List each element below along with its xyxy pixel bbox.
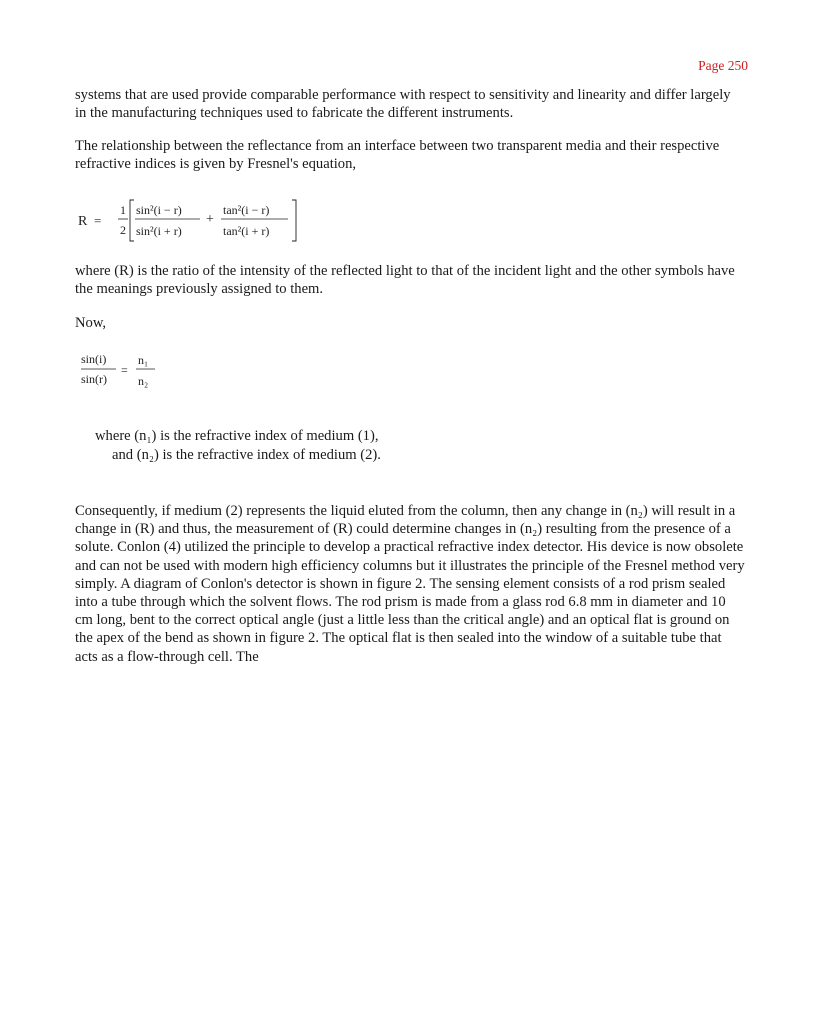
where-line-n2-prefix: and (n₂) — [112, 447, 159, 463]
snell-den-left: sin(r) — [81, 372, 107, 386]
paragraph-now: Now, — [75, 315, 107, 331]
paragraph-intro: systems that are used provide comparable performance with respect to sensitivity and linearity and differ largely in the manufacturing techniques used to fabricate the different instruments. — [75, 87, 731, 122]
snell-den-right: n₂ — [138, 374, 149, 388]
paragraph-where-r: where (R) is the ratio of the intensity of the reflected light to that of the incident light and the other symbols have the meanings previously assigned to them. — [75, 263, 735, 298]
paragraph-fresnel-intro: The relationship between the reflectance from an interface between two transparent media and their respective refractive indices is given by Fresnel's equation, — [75, 138, 720, 173]
page-number: Page 250 — [698, 58, 748, 73]
eq-term1-den: sin²(i + r) — [136, 224, 182, 238]
eq-term2-den: tan²(i + r) — [223, 224, 270, 238]
snell-equation — [80, 350, 160, 392]
snell-num-left: sin(i) — [81, 352, 107, 366]
where-line-n1 — [95, 427, 378, 445]
eq-coef-num: 1 — [120, 203, 126, 217]
eq-coef-den: 2 — [120, 223, 126, 237]
snell-num-right: n₁ — [138, 353, 149, 367]
where-line-n2 — [112, 446, 381, 464]
fresnel-equation — [78, 196, 318, 246]
where-line-n1-prefix: where (n₁) — [95, 428, 157, 444]
where-line-n2-text: is the refractive index of medium (2). — [162, 447, 381, 463]
snell-equals: = — [121, 363, 128, 377]
eq-term1-num: sin²(i − r) — [136, 203, 182, 217]
where-line-n1-text: is the refractive index of medium (1), — [160, 428, 379, 444]
eq-term2-num: tan²(i − r) — [223, 203, 270, 217]
eq-lhs-r: R — [78, 214, 88, 229]
eq-equals: = — [94, 213, 102, 228]
eq-plus: + — [206, 212, 214, 227]
paragraph-conlon-detector: Consequently, if medium (2) represents the liquid eluted from the column, then any change in (n₂) will result in a change in (R) and thus, the measurement of (R) could determine changes in (n₂) resulting from the presence of a solute. Conlon (4) utilized the principle to develop a practical refractive index detector. His device is now obsolete and can not be used with modern high efficiency columns but it illustrates the principle of the Fresnel method very simply. A diagram of Conlon's detector is shown in figure 2. The sensing element consists of a rod prism sealed into a tube through which the solvent flows. The rod prism is made from a glass rod 6.8 mm in diameter and 10 cm long, bent to the correct optical angle (just a little less than the critical angle) and an optical flat is ground on the apex of the bend as shown in figure 2. The optical flat is then sealed into the window of a suitable tube that acts as a flow-through cell. The — [75, 503, 745, 665]
